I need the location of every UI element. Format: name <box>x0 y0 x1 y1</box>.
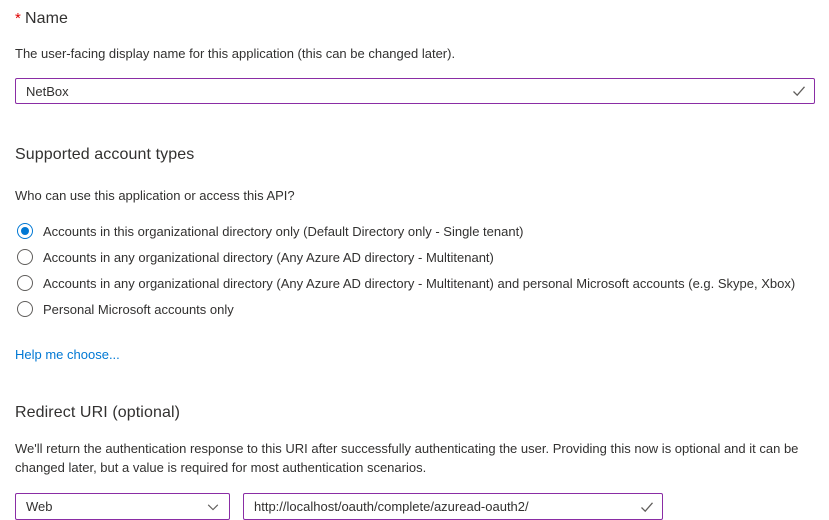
radio-button-icon[interactable] <box>17 223 33 239</box>
radio-button-icon[interactable] <box>17 301 33 317</box>
radio-option-label: Accounts in this organizational directory only (Default Directory only - Single tenant) <box>43 223 524 239</box>
help-me-choose-link[interactable]: Help me choose... <box>15 347 120 362</box>
radio-button-icon[interactable] <box>17 249 33 265</box>
radio-option-multitenant-personal[interactable] <box>15 270 815 296</box>
radio-option-label: Accounts in any organizational directory (Any Azure AD directory - Multitenant) and personal Microsoft accounts (e.g. Skype, Xbox) <box>43 275 796 291</box>
radio-option-label: Personal Microsoft accounts only <box>43 301 234 317</box>
radio-option-personal-only[interactable] <box>15 296 815 322</box>
account-types-radio-group <box>15 218 815 322</box>
account-types-question: Who can use this application or access this API? <box>15 188 295 203</box>
redirect-uri-description: We'll return the authentication response to this URI after successfully authenticating the user. Providing this now is optional and it can be changed later, but a value is required for most authentication scenarios. <box>15 441 799 475</box>
name-description: The user-facing display name for this application (this can be changed later). <box>15 46 456 61</box>
radio-option-multitenant[interactable] <box>15 244 815 270</box>
radio-option-label: Accounts in any organizational directory (Any Azure AD directory - Multitenant) <box>43 249 494 265</box>
name-label: Name <box>24 10 69 27</box>
radio-button-icon[interactable] <box>17 275 33 291</box>
name-input[interactable] <box>15 78 815 104</box>
required-asterisk: * <box>15 10 21 27</box>
name-input-container <box>15 78 815 104</box>
platform-select-value: Web <box>26 499 53 514</box>
account-types-heading: Supported account types <box>15 146 195 163</box>
radio-option-single-tenant[interactable] <box>15 218 815 244</box>
redirect-uri-heading: Redirect URI (optional) <box>15 404 181 421</box>
chevron-down-icon <box>206 500 220 514</box>
name-section-heading <box>15 10 815 28</box>
